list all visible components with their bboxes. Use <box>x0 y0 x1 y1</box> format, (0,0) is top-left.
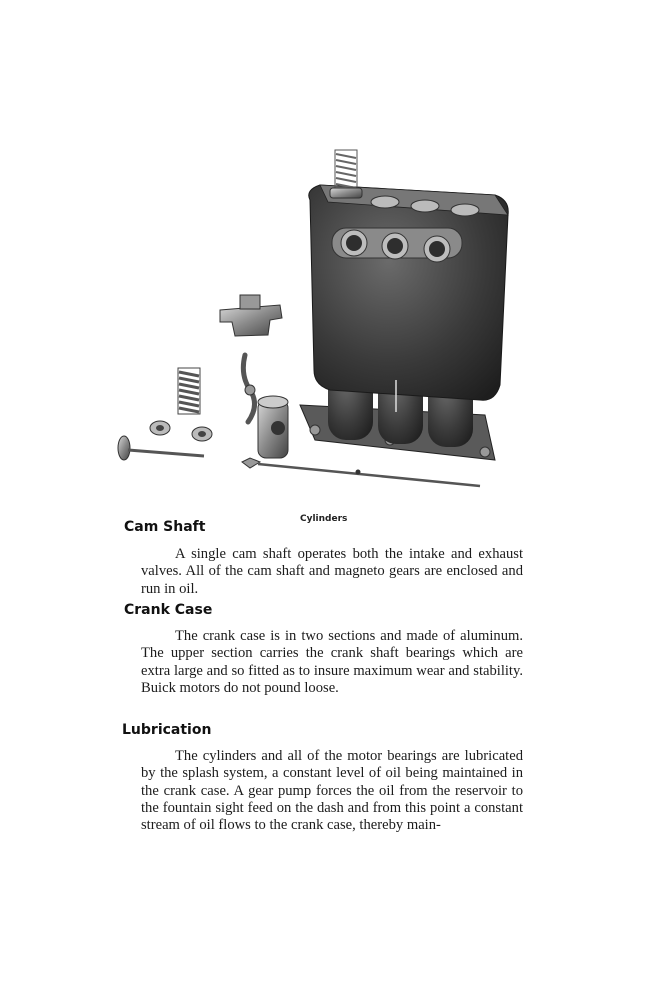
figure-caption: Cylinders <box>300 514 348 524</box>
section-body-cam-shaft: A single cam shaft operates both the intake and exhaust valves. All of the cam shaft and magneto gears are enclosed and run in oil. <box>141 546 523 597</box>
cylinder-block <box>300 150 508 460</box>
section-heading-lubrication: Lubrication <box>122 722 212 738</box>
section-body-lubrication: The cylinders and all of the motor bearings are lubricated by the splash system, a constant level of oil being maintained in the crank case. A gear pump forces the oil from the reservoir to the fountain sight feed on the dash and from this point a constant stream of oil flows to the crank case, thereby main- <box>141 748 523 834</box>
section-body-crank-case: The crank case is in two sections and made of aluminum. The upper section carries the crank shaft bearings which are extra large and so fitted as to insure maximum wear and stability. Buick motors do not pound loose. <box>141 628 523 696</box>
section-heading-cam-shaft: Cam Shaft <box>124 519 206 535</box>
section-heading-crank-case: Crank Case <box>124 602 213 618</box>
cylinders-photograph <box>100 140 540 510</box>
